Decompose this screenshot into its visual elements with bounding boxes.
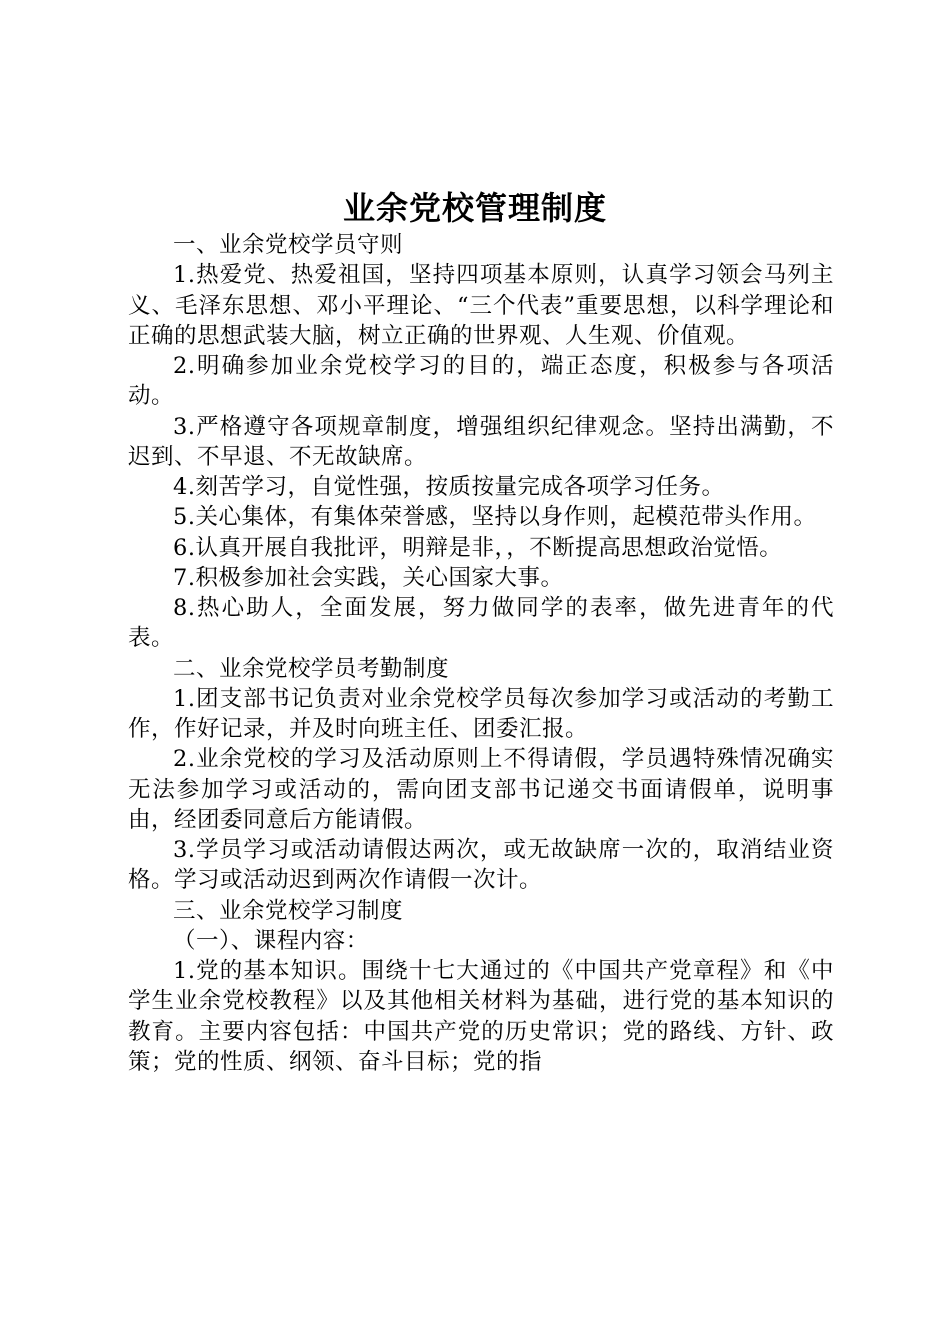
- subsection-heading: （一）、课程内容：: [173, 927, 369, 954]
- paragraph: 5.关心集体，有集体荣誉感，坚持以身作则，起模范带头作用。: [173, 504, 817, 531]
- paragraph: 6.认真开展自我批评，明辩是非，，不断提高思想政治觉悟。: [173, 534, 783, 561]
- paragraph: 3.严格遵守各项规章制度，增强组织纪律观念。坚持出满勤，不迟到、不早退、不无故缺席。: [128, 413, 834, 470]
- section-heading-1: 一、业余党校学员守则: [173, 232, 404, 258]
- document-title: 业余党校管理制度: [342, 189, 607, 227]
- section-heading-3: 三、业余党校学习制度: [173, 897, 404, 924]
- paragraph: 1.党的基本知识。围绕十七大通过的《中国共产党章程》和《中学生业余党校教程》以及其他相关材料为基础，进行党的基本知识的教育。主要内容包括：中国共产党的历史常识；党的路线、方针、政策；党的性质、纲领、奋斗目标；党的指: [128, 958, 834, 1075]
- paragraph: 7.积极参加社会实践，关心国家大事。: [173, 564, 564, 591]
- paragraph: 4.刻苦学习，自觉性强，按质按量完成各项学习任务。: [173, 474, 725, 500]
- paragraph: 2.业余党校的学习及活动原则上不得请假，学员遇特殊情况确实无法参加学习或活动的，需向团支部书记递交书面请假单，说明事由，经团委同意后方能请假。: [128, 746, 834, 833]
- paragraph: 3.学员学习或活动请假达两次，或无故缺席一次的，取消结业资格。学习或活动迟到两次作请假一次计。: [128, 837, 834, 894]
- paragraph: 1.团支部书记负责对业余党校学员每次参加学习或活动的考勤工作，作好记录，并及时向班主任、团委汇报。: [128, 685, 834, 742]
- section-heading-2: 二、业余党校学员考勤制度: [173, 655, 450, 682]
- paragraph: 1.热爱党、热爱祖国，坚持四项基本原则，认真学习领会马列主义、毛泽东思想、邓小平理论、“三个代表”重要思想，以科学理论和正确的思想武装大脑，树立正确的世界观、人生观、价值观。: [128, 262, 834, 349]
- document-body: [128, 230, 834, 1077]
- paragraph: 2.明确参加业余党校学习的目的，端正态度，积极参与各项活动。: [128, 353, 834, 410]
- paragraph: 8.热心助人，全面发展，努力做同学的表率，做先进青年的代表。: [128, 595, 834, 652]
